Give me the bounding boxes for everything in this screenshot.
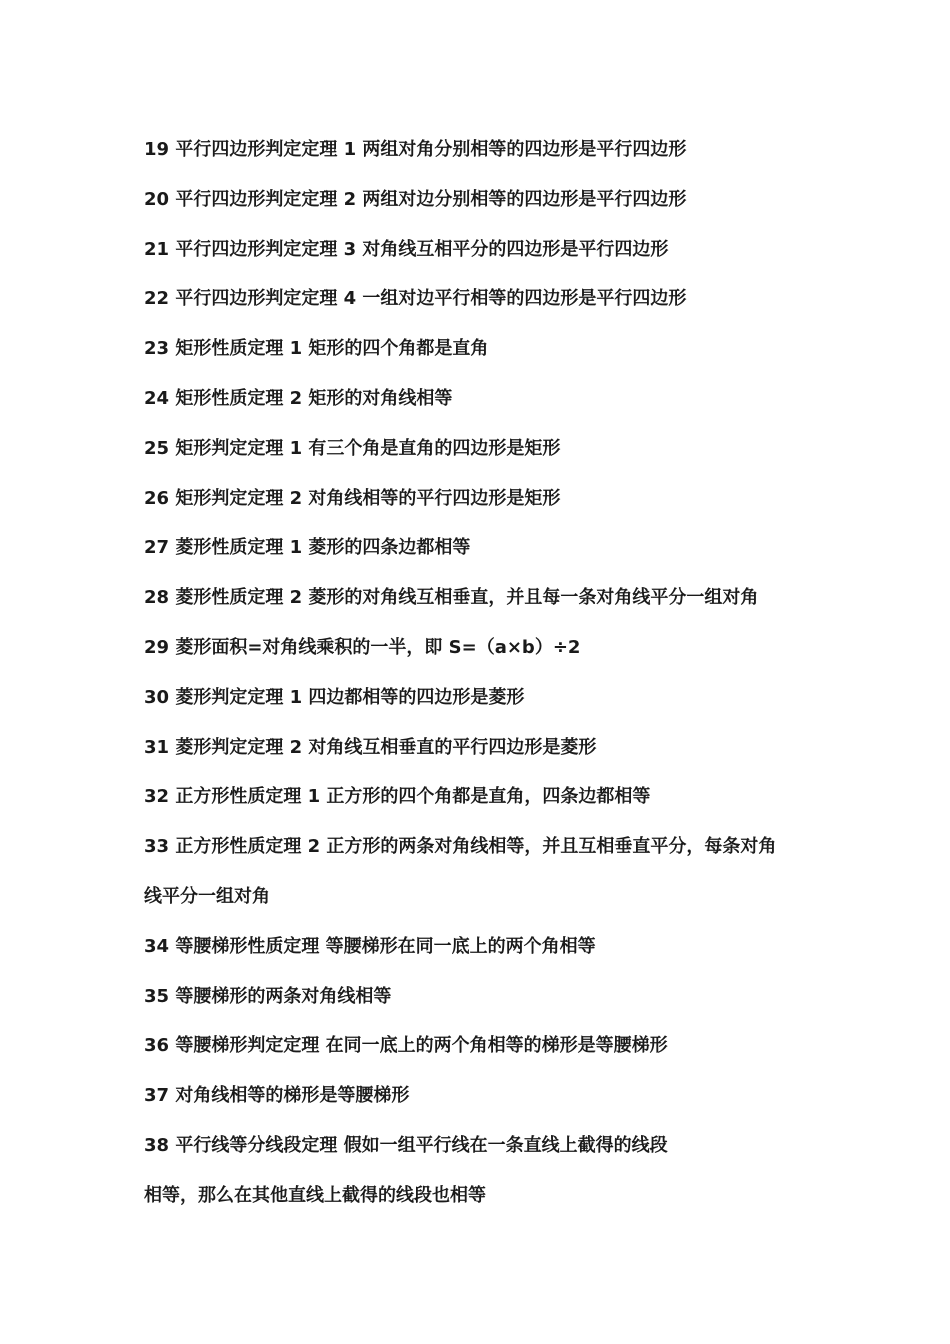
- text-line-36: 36 等腰梯形判定定理 在同一底上的两个角相等的梯形是等腰梯形: [144, 1035, 668, 1057]
- text-line-22: 22 平行四边形判定定理 4 一组对边平行相等的四边形是平行四边形: [144, 288, 687, 310]
- text-line-27: 27 菱形性质定理 1 菱形的四条边都相等: [144, 537, 471, 559]
- text-line-37: 37 对角线相等的梯形是等腰梯形: [144, 1085, 410, 1107]
- text-line-32: 32 正方形性质定理 1 正方形的四个角都是直角，四条边都相等: [144, 786, 651, 808]
- text-line-38: 38 平行线等分线段定理 假如一组平行线在一条直线上截得的线段: [144, 1134, 668, 1156]
- text-line-26: 26 矩形判定定理 2 对角线相等的平行四边形是矩形: [144, 487, 561, 509]
- text-line-25: 25 矩形判定定理 1 有三个角是直角的四边形是矩形: [144, 437, 561, 459]
- text-line-20: 20 平行四边形判定定理 2 两组对边分别相等的四边形是平行四边形: [144, 188, 687, 210]
- text-line-28: 28 菱形性质定理 2 菱形的对角线互相垂直，并且每一条对角线平分一组对角: [144, 587, 759, 609]
- text-line-33-continued: 线平分一组对角: [144, 885, 270, 907]
- text-line-34: 34 等腰梯形性质定理 等腰梯形在同一底上的两个角相等: [144, 935, 596, 957]
- text-line-31: 31 菱形判定定理 2 对角线互相垂直的平行四边形是菱形: [144, 736, 597, 758]
- text-line-19: 19 平行四边形判定定理 1 两组对角分别相等的四边形是平行四边形: [144, 139, 687, 160]
- theorem-list: [144, 136, 824, 1232]
- text-line-35: 35 等腰梯形的两条对角线相等: [144, 985, 392, 1007]
- text-line-29: 29 菱形面积=对角线乘积的一半，即 S=（a×b）÷2: [144, 636, 581, 658]
- text-line-33: 33 正方形性质定理 2 正方形的两条对角线相等，并且互相垂直平分，每条对角: [144, 836, 777, 858]
- text-line-24: 24 矩形性质定理 2 矩形的对角线相等: [144, 387, 453, 409]
- text-line-38-continued: 相等，那么在其他直线上截得的线段也相等: [144, 1184, 486, 1206]
- text-line-23: 23 矩形性质定理 1 矩形的四个角都是直角: [144, 338, 489, 360]
- text-line-21: 21 平行四边形判定定理 3 对角线互相平分的四边形是平行四边形: [144, 238, 669, 260]
- text-line-30: 30 菱形判定定理 1 四边都相等的四边形是菱形: [144, 686, 525, 708]
